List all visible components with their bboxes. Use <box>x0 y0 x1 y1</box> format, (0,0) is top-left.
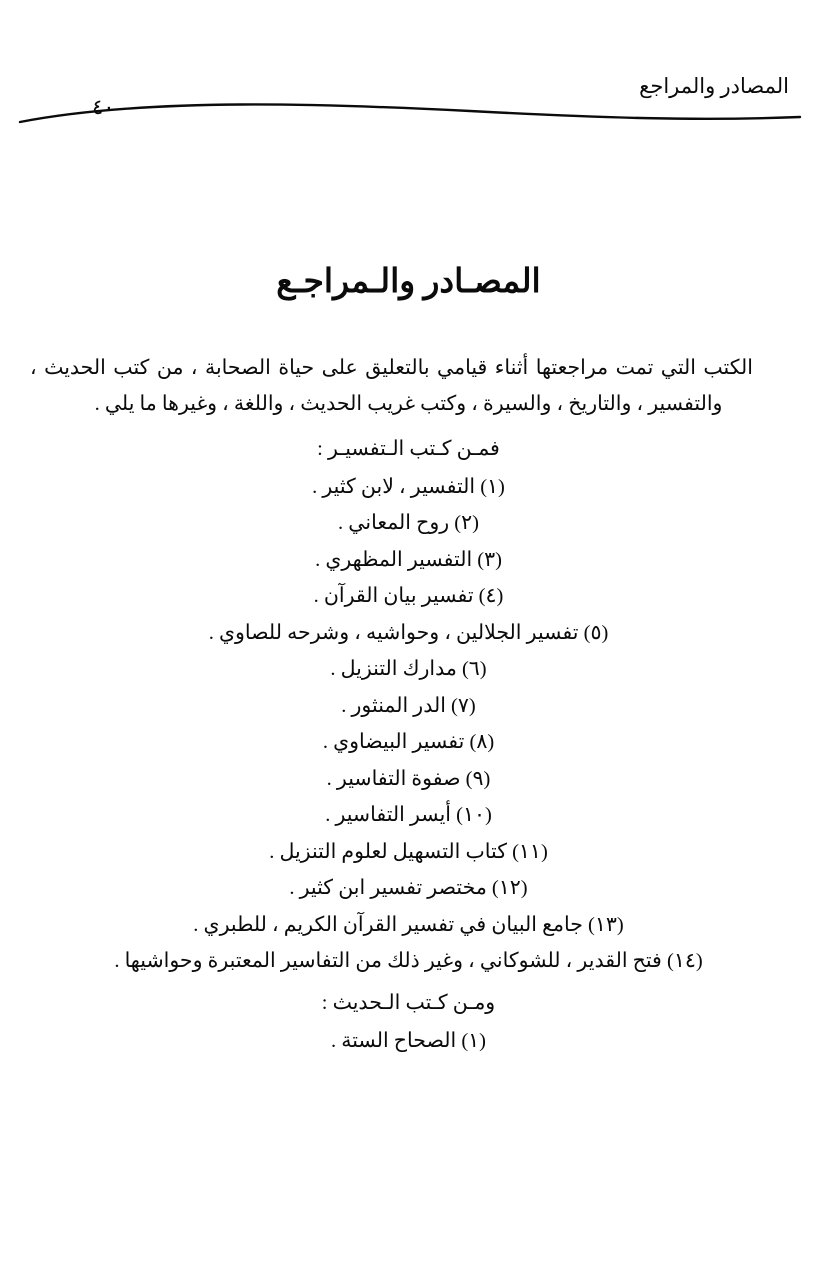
list-item: (٧) الدر المنثور . <box>341 694 476 717</box>
list-item: (٥) تفسير الجلالين ، وحواشيه ، وشرحه للصاوي . <box>208 621 609 644</box>
intro-paragraph: الكتب التي تمت مراجعتها أثناء قيامي بالتعليق على حياة الصحابة ، من كتب الحديث ، والتفسير ، والتاريخ ، والسيرة ، وكتب غريب الحديث ، واللغة ، وغيرها ما يلي . <box>30 357 753 415</box>
hadith-section-heading: ومـن كـتب الـحديث : <box>321 991 496 1014</box>
tafsir-section-heading: فمـن كـتب الـتفسيـر : <box>317 437 500 460</box>
list-item: (١١) كتاب التسهيل لعلوم التنزيل . <box>269 840 548 863</box>
list-item: (٩) صفوة التفاسير . <box>326 767 491 790</box>
list-item: (٢) روح المعاني . <box>338 512 479 535</box>
list-item: (١٤) فتح القدير ، للشوكاني ، وغير ذلك من التفاسير المعتبرة وحواشيها . <box>114 950 703 973</box>
list-item: (١٣) جامع البيان في تفسير القرآن الكريم ، للطبري . <box>193 913 624 936</box>
tafsir-reference-list <box>30 469 787 980</box>
hadith-reference-list <box>30 1023 787 1059</box>
running-header-title: المصادر والمراجع <box>639 74 789 98</box>
list-item: (٣) التفسير المظهري . <box>315 548 502 571</box>
page-number: ٤٠ <box>92 95 115 119</box>
list-item: (١٠) أيسر التفاسير . <box>325 804 492 827</box>
list-item: (٦) مدارك التنزيل . <box>330 658 487 681</box>
list-item: (١٢) مختصر تفسير ابن كثير . <box>289 877 528 900</box>
list-item: (٨) تفسير البيضاوي . <box>322 731 495 754</box>
list-item: (١) الصحاح الستة . <box>330 1030 486 1053</box>
page-title: المصـادر والـمراجـع <box>276 264 541 300</box>
page-content <box>30 262 787 1060</box>
list-item: (٤) تفسير بيان القرآن . <box>313 585 504 608</box>
header-decorative-rule <box>0 94 817 130</box>
running-header <box>0 66 817 138</box>
list-item: (١) التفسير ، لابن كثير . <box>312 476 505 498</box>
